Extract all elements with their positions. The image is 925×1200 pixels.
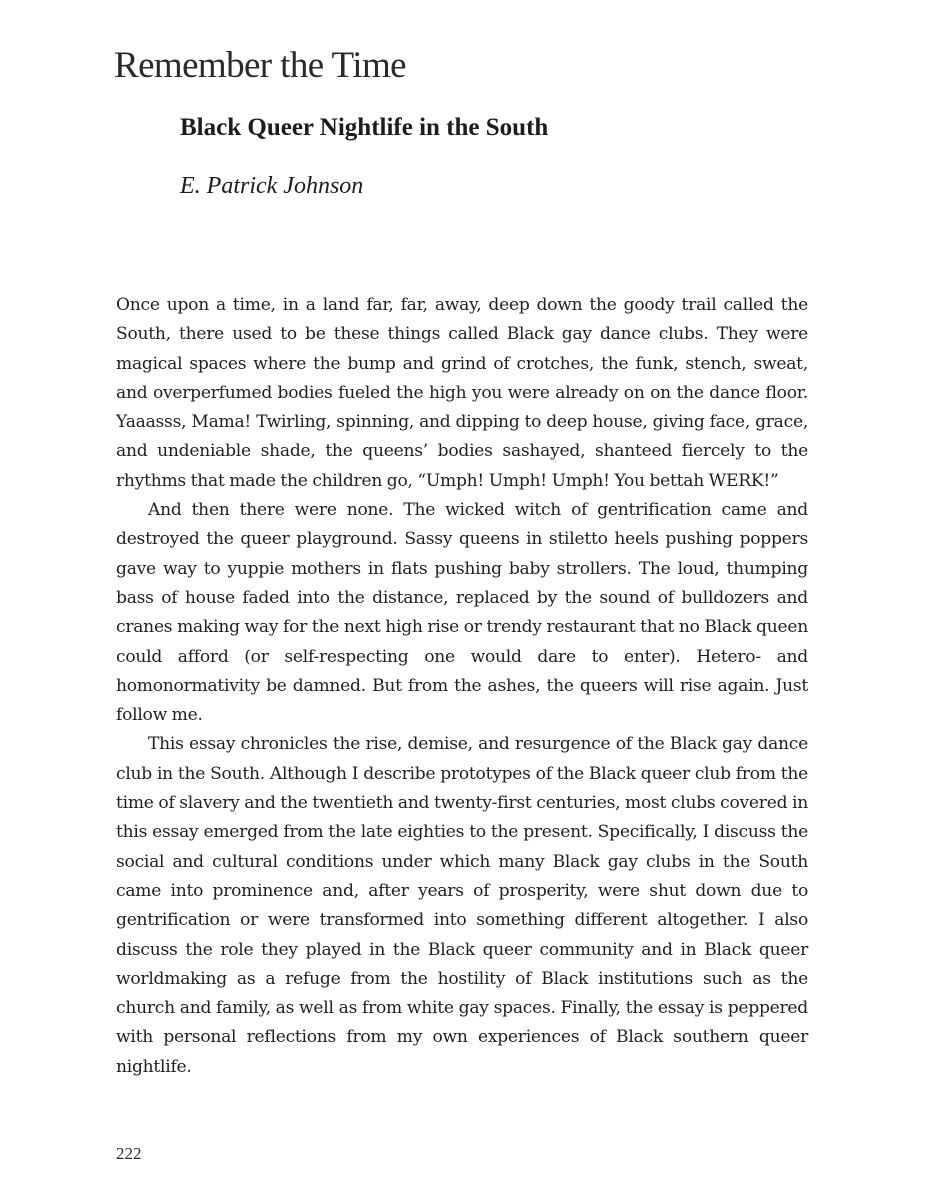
chapter-subtitle: Black Queer Nightlife in the South [180,114,549,141]
paragraph: Once upon a time, in a land far, far, away, deep down the goody trail called the South, there used to be these things called Black gay dance clubs. They were magical spaces where the bump and grind of crotches, the funk, stench, sweat, and overperfumed bodies fueled the high you were already on on the dance floor. Yaaasss, Mama! Twirling, spinning, and dipping to deep house, giving face, grace, and undeniable shade, the queens’ bodies sashayed, shanteed fiercely to the rhythms that made the children go, “Umph! Umph! Umph! You bettah WERK!” [116,295,808,491]
body-text [116,291,808,1082]
page-number: 222 [116,1144,142,1163]
paragraph: This essay chronicles the rise, demise, and resurgence of the Black gay dance club in the South. Although I describe prototypes of the Black queer club from the time of slavery and the twentieth and twenty-first centuries, most clubs covered in this essay emerged from the late eighties to the present. Specifically, I discuss the social and cultural conditions under which many Black gay clubs in the South came into prominence and, after years of prosperity, were shut down due to gentrification or were transformed into something different altogether. I also discuss the role they played in the Black queer community and in Black queer worldmaking as a refuge from the hostility of Black institutions such as the church and family, as well as from white gay spaces. Finally, the essay is peppered with personal reflections from my own experiences of Black southern queer nightlife. [116,734,808,1077]
paragraph: And then there were none. The wicked witch of gentrification came and destroyed the queer playground. Sassy queens in stiletto heels pushing poppers gave way to yuppie mothers in flats pushing baby strollers. The loud, thumping bass of house faded into the distance, replaced by the sound of bulldozers and cranes making way for the next high rise or trendy restaurant that no Black queen could afford (or self-respecting one would dare to enter). Hetero- and homonormativity be damned. But from the ashes, the queers will rise again. Just follow me. [116,500,808,726]
chapter-title: Remember the Time [114,45,406,86]
chapter-author: E. Patrick Johnson [180,173,364,199]
